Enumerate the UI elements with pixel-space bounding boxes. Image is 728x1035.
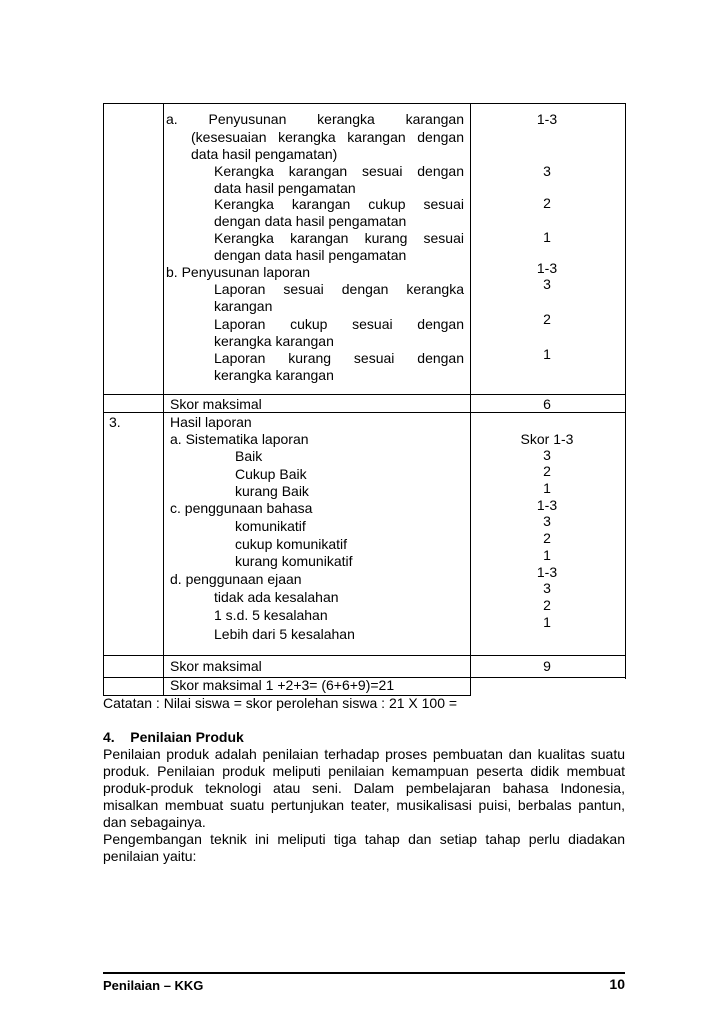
table-row-line — [103, 655, 625, 656]
skor-maksimal-label: Skor maksimal — [170, 396, 262, 412]
sub-a-item: Baik — [235, 448, 263, 464]
sub-c-item-score: 2 — [543, 530, 551, 546]
sub-c-score: 1-3 — [536, 497, 558, 513]
section4-heading: 4. Penilaian Produk — [103, 729, 244, 745]
skor-maksimal-value: 9 — [543, 658, 551, 674]
sub-d-label: d. penggunaan ejaan — [170, 571, 302, 587]
sub-a-item-score: 3 — [543, 447, 551, 463]
part-a-heading-line2: (kesesuaian kerangka karangan dengan — [191, 129, 464, 145]
sub-d-item-score: 3 — [543, 580, 551, 596]
sub-c-item-score: 3 — [543, 513, 551, 529]
part-a-item-line2: dengan data hasil pengamatan — [214, 213, 407, 229]
skor-maksimal-value: 6 — [543, 396, 551, 412]
section4-paragraph: Penilaian produk adalah penilaian terhadap proses pembuatan dan kualitas suatu produk. Penilaian produk meliputi penilaian kemampuan peserta didik membuat produk-produk teknologi atau seni. Dalam pembelajaran bahasa Indonesia, misalkan membuat suatu pertunjukan teater, musikalisasi puisi, berbalas pantun, dan sebagainya. — [103, 746, 625, 830]
sub-c-item: komunikatif — [235, 518, 306, 534]
page-number: 10 — [609, 976, 625, 992]
part-a-item-line1: Kerangka karangan kurang sesuai — [214, 230, 464, 246]
part-b-item-line2: kerangka karangan — [214, 333, 334, 349]
part-b-item-line2: karangan — [214, 298, 273, 314]
sub-c-item-score: 1 — [543, 547, 551, 563]
sub-a-label: a. Sistematika laporan — [170, 431, 309, 447]
sub-a-item: kurang Baik — [235, 483, 309, 499]
part-b-item-line1: Laporan cukup sesuai dengan — [214, 316, 464, 332]
part-b-score-range: 1-3 — [536, 260, 558, 276]
sub-c-item: cukup komunikatif — [235, 536, 348, 552]
part-a-item-line2: data hasil pengamatan — [214, 180, 356, 196]
part-a-item-line2: dengan data hasil pengamatan — [214, 247, 407, 263]
sub-d-item: Lebih dari 5 kesalahan — [214, 626, 355, 642]
sub-c-item: kurang komunikatif — [235, 553, 353, 569]
catatan-note: Catatan : Nilai siswa = skor perolehan siswa : 21 X 100 = — [103, 695, 458, 711]
part-a-item-line1: Kerangka karangan cukup sesuai — [214, 196, 464, 212]
sub-a-item-score: 2 — [543, 463, 551, 479]
table-top-border — [103, 103, 625, 104]
sub-d-item-score: 1 — [543, 614, 551, 630]
skor-maksimal-label: Skor maksimal — [170, 658, 262, 674]
sub-a-item: Cukup Baik — [235, 466, 307, 482]
sub-d-item: tidak ada kesalahan — [214, 589, 339, 605]
sub-a-item-score: 1 — [543, 480, 551, 496]
part-b-heading: b. Penyusunan laporan — [166, 264, 310, 280]
section4-paragraph: Pengembangan teknik ini meliputi tiga tahap dan setiap tahap perlu diadakan penilaian yaitu: — [103, 831, 625, 864]
sub-a-score: Skor 1-3 — [520, 431, 574, 447]
table-left-border — [103, 103, 104, 696]
part-a-item-score: 1 — [543, 229, 551, 245]
skor-maksimal-total: Skor maksimal 1 +2+3= (6+6+9)=21 — [170, 677, 395, 693]
part-a-item-score: 2 — [543, 195, 551, 211]
part-b-item-line1: Laporan sesuai dengan kerangka — [214, 281, 464, 297]
sub-c-label: c. penggunaan bahasa — [170, 500, 313, 516]
part-b-item-score: 3 — [543, 276, 551, 292]
table-col-divider-1 — [163, 103, 164, 696]
part-b-item-score: 2 — [543, 311, 551, 327]
part-a-heading: a. Penyusunan kerangka karangan — [166, 111, 464, 127]
sub-d-score: 1-3 — [536, 564, 558, 580]
part-a-score-range: 1-3 — [536, 111, 558, 127]
table-row-line — [103, 394, 625, 395]
sub-d-item-score: 2 — [543, 597, 551, 613]
footer-title: Penilaian – KKG — [103, 978, 204, 993]
section3-title: Hasil laporan — [170, 414, 252, 430]
part-a-heading-line3: data hasil pengamatan) — [191, 146, 338, 162]
footer-rule — [103, 972, 625, 974]
part-b-item-score: 1 — [543, 346, 551, 362]
part-b-item-line2: kerangka karangan — [214, 367, 334, 383]
part-a-item-line1: Kerangka karangan sesuai dengan — [214, 163, 464, 179]
sub-d-item: 1 s.d. 5 kesalahan — [214, 607, 328, 623]
part-a-item-score: 3 — [543, 163, 551, 179]
part-b-item-line1: Laporan kurang sesuai dengan — [214, 350, 464, 366]
section3-number: 3. — [109, 414, 121, 430]
